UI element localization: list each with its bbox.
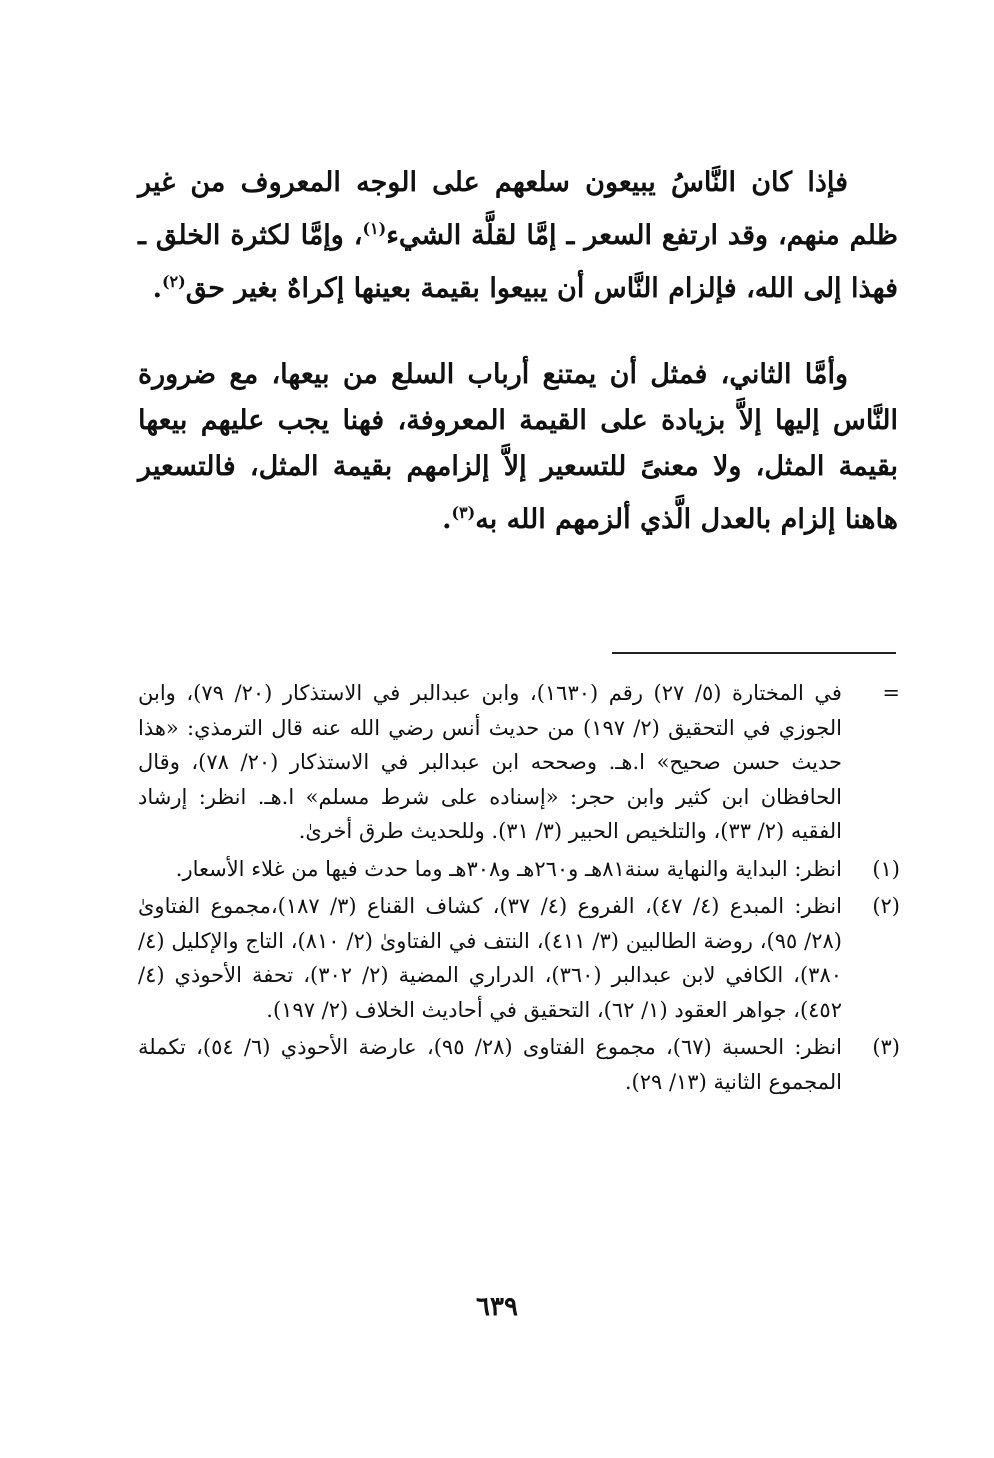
footnote-text: انظر: الحسبة (٦٧)، مجموع الفتاوى (٢٨/ ٩٥)، عارضة الأحوذي (٦/ ٥٤)، تكملة المجموع الثانية (١٣/ ٢٩). (138, 1035, 842, 1094)
paragraph-1-text (138, 160, 898, 312)
footnote-marker: (٢) (872, 894, 900, 918)
paragraph-1 (138, 160, 898, 312)
paragraph-1-text-b: ، وإمَّا لكثرة الخلق ـ فهذا إلى الله، فإلزام النَّاس أن يبيعوا بقيمة بعينها إكراهٌ بغير حق (138, 220, 898, 304)
paragraph-2 (138, 352, 898, 543)
paragraph-2-end: . (442, 504, 452, 535)
footnote-continued (138, 676, 900, 849)
footnote-3 (138, 1030, 900, 1099)
page-number: ٦٣٩ (476, 1292, 518, 1322)
paragraph-2-text-a: وأمَّا الثاني، فمثل أن يمتنع أرباب السلع من بيعها، مع ضرورة النَّاس إليها إلاَّ بزيادة على القيمة المعروفة، فهنا يجب عليهم بيعها بقيمة المثل، ولا معنىً للتسعير إلاَّ إلزامهم بقيمة المثل، فالتسعير هاهنا إلزام بالعدل الَّذي ألزمهم الله به (138, 359, 898, 535)
footnote-separator (612, 652, 896, 654)
footnotes (138, 676, 900, 1102)
footnote-2 (138, 889, 900, 1027)
footnote-1 (138, 852, 900, 887)
footnote-text: في المختارة (٥/ ٢٧) رقم (١٦٣٠)، وابن عبدالبر في الاستذكار (٢٠/ ٧٩)، وابن الجوزي في التحقيق (٢/ ١٩٧) من حديث أنس رضي الله عنه قال الترمذي: «هذا حديث حسن صحيح» ا.هـ. وصححه ابن عبدالبر في الاستذكار (٢٠/ ٧٨)، وقال الحافظان ابن كثير وابن حجر: «إسناده على شرط مسلم» ا.هـ. انظر: إرشاد الفقيه (٢/ ٣٣)، والتلخيص الحبير (٣/ ٣١). وللحديث طرق أخرىٰ. (138, 681, 842, 843)
footnote-ref-2: (٢) (161, 272, 186, 291)
paragraph-1-end: . (152, 273, 162, 304)
footnote-marker: = (882, 681, 900, 705)
paragraph-2-text (138, 352, 898, 543)
footnote-marker: (١) (872, 856, 900, 881)
footnote-marker: (٣) (872, 1035, 900, 1059)
footnote-ref-3: (٣) (451, 503, 476, 522)
footnote-text: انظر: المبدع (٤/ ٤٧)، الفروع (٤/ ٣٧)، كشاف القناع (٣/ ١٨٧)،مجموع الفتاوىٰ (٢٨/ ٩٥)، روضة الطالبين (٣/ ٤١١)، النتف في الفتاوىٰ (٢/ ٨١٠)، التاج والإكليل (٤/ ٣٨٠)، الكافي لابن عبدالبر (٣٦٠)، الدراري المضية (٢/ ٣٠٢)، تحفة الأحوذي (٤/ ٤٥٢)، جواهر العقود (١/ ٦٢)، التحقيق في أحاديث الخلاف (٢/ ١٩٧). (138, 894, 843, 1022)
footnote-text: انظر: البداية والنهاية سنة٨١هـ و٢٦٠هـ و٣٠٨هـ وما حدث فيها من غلاء الأسعار. (175, 856, 842, 881)
paragraph-1-text-a: فإذا كان النَّاسُ يبيعون سلعهم على الوجه المعروف من غير ظلم منهم، وقد ارتفع السعر ـ إمَّا لقلَّة الشيء (138, 167, 898, 251)
footnote-ref-1: (١) (362, 219, 387, 238)
